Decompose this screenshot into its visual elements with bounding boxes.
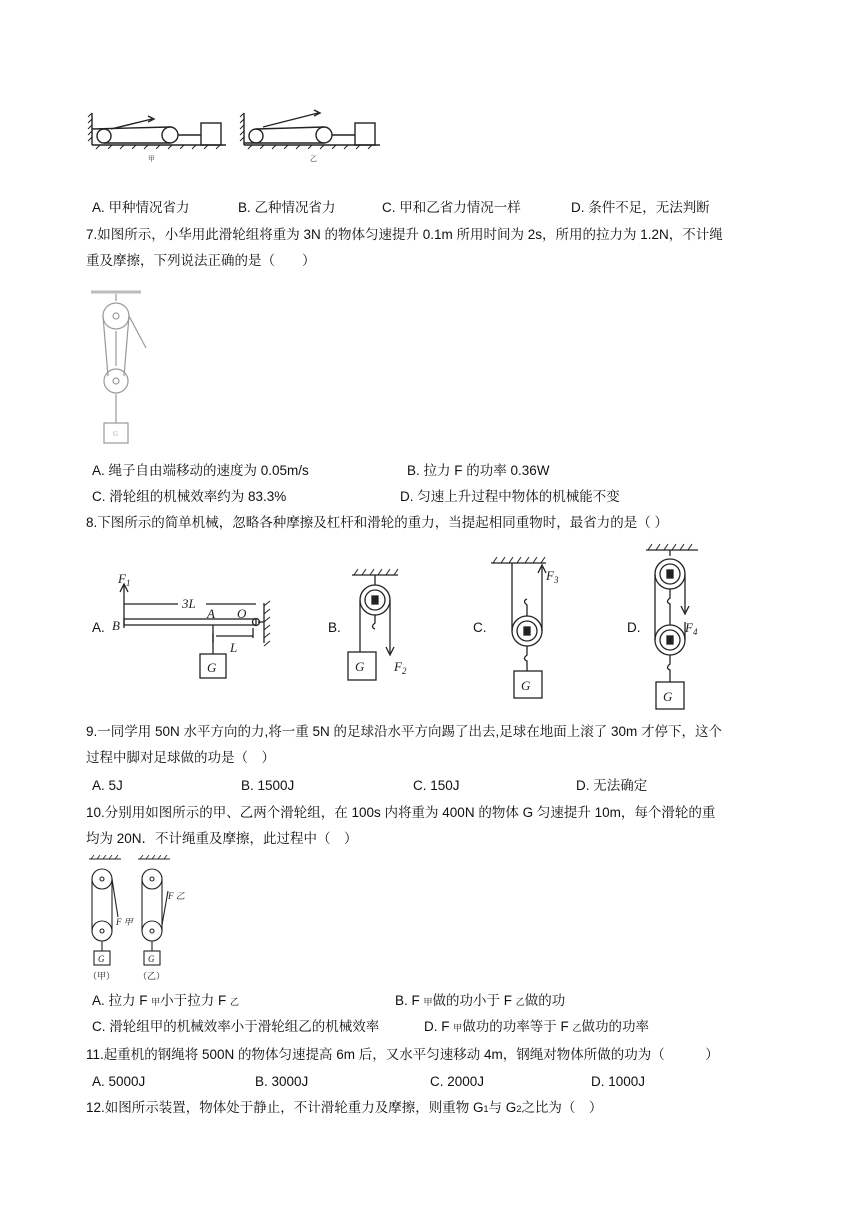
- q8-label-3l: 3L: [182, 596, 196, 611]
- q9-option-c[interactable]: C. 150J: [413, 778, 460, 793]
- q10-option-d[interactable]: [424, 1017, 649, 1038]
- q10-option-b-post: 做的功: [524, 993, 566, 1008]
- q8-figure-b-fixed-pulley: [340, 565, 420, 690]
- q10-option-b-sub2: 乙: [515, 997, 525, 1007]
- q10-option-d-sub2: 乙: [572, 1023, 582, 1033]
- q10-option-b-sub1: 甲: [423, 997, 433, 1007]
- q9-option-a[interactable]: A. 5J: [92, 778, 123, 793]
- q10-option-b-pre: B. F: [395, 993, 424, 1008]
- q10-option-c[interactable]: C. 滑轮组甲的机械效率小于滑轮组乙的机械效率: [92, 1019, 380, 1034]
- q11-option-a[interactable]: A. 5000J: [92, 1074, 146, 1089]
- q10-option-a-mid: 小于拉力 F: [160, 993, 231, 1008]
- q7-figure-g-label: G: [113, 430, 119, 438]
- q8-figure-d-pulley-block: [640, 540, 720, 712]
- q7-option-b[interactable]: B. 拉力 F 的功率 0.36W: [407, 463, 550, 478]
- q8-figure-c-movable-pulley: [486, 553, 576, 701]
- q8-label-f2: $F_2$: [394, 659, 407, 676]
- q7-stem-line2: 重及摩擦，下列说法正确的是（ ）: [86, 253, 316, 268]
- q8-label-o: O: [237, 606, 247, 621]
- q7-figure: [86, 286, 166, 446]
- q10-stem-line2: 均为 20N．不计绳重及摩擦，此过程中（ ）: [86, 831, 358, 846]
- q12-stem-sub2: 2: [516, 1104, 522, 1114]
- q6-option-b[interactable]: B. 乙种情况省力: [238, 200, 336, 215]
- q10-option-d-pre: D. F: [424, 1019, 454, 1034]
- q8-label-f4: $F_4$: [685, 620, 698, 637]
- q10-option-a[interactable]: [92, 991, 239, 1012]
- q9-option-d[interactable]: D. 无法确定: [576, 778, 648, 793]
- q10-option-b-mid: 做的功小于 F: [432, 993, 516, 1008]
- q10-option-a-sub2: 乙: [230, 997, 240, 1007]
- q12-stem-mid: 与 G: [488, 1100, 517, 1115]
- q10-option-a-pre: A. 拉力 F: [92, 993, 152, 1008]
- q8-label-a: A: [207, 606, 215, 621]
- q12-stem-sub1: 1: [483, 1104, 489, 1114]
- q9-stem-line2: 过程中脚对足球做的功是（ ）: [86, 750, 275, 765]
- q10-figure-label-jia: （甲）: [88, 971, 116, 981]
- q8-label-l: L: [230, 640, 238, 655]
- q8-option-a-letter[interactable]: A.: [92, 620, 105, 635]
- q7-option-c[interactable]: C. 滑轮组的机械效率约为 83.3%: [92, 489, 287, 504]
- q10-stem-line1: 10.分别用如图所示的甲、乙两个滑轮组，在 100s 内将重为 400N 的物体 G 匀速提升 10m，每个滑轮的重: [86, 805, 716, 820]
- q8-label-b: B: [112, 618, 120, 633]
- q10-figure-f-jia: F 甲: [116, 917, 133, 927]
- q8-option-c-letter[interactable]: C.: [473, 620, 487, 635]
- q10-figure-label-yi: （乙）: [138, 971, 166, 981]
- q10-option-d-sub1: 甲: [453, 1023, 463, 1033]
- q9-option-b[interactable]: B. 1500J: [241, 778, 295, 793]
- q8-stem: 8.下图所示的简单机械，忽略各种摩擦及杠杆和滑轮的重力，当提起相同重物时，最省力的是（ ）: [86, 515, 669, 530]
- q10-option-a-sub1: 甲: [151, 997, 161, 1007]
- q6-option-a[interactable]: A. 甲种情况省力: [92, 200, 190, 215]
- q6-figure-jia: [88, 113, 226, 149]
- q8-figure-a-lever: [108, 568, 278, 683]
- q7-stem-line1: 7.如图所示，小华用此滑轮组将重为 3N 的物体匀速提升 0.1m 所用时间为 2s，所用的拉力为 1.2N，不计绳: [86, 227, 723, 242]
- q10-figure-f-yi: F 乙: [168, 891, 185, 901]
- q8-label-f1: $F_1$: [118, 571, 131, 588]
- q6-figure: [86, 105, 386, 175]
- q11-option-b[interactable]: B. 3000J: [255, 1074, 309, 1089]
- q10-figure-g-jia: G: [98, 954, 105, 964]
- q7-option-d[interactable]: D. 匀速上升过程中物体的机械能不变: [400, 489, 620, 504]
- q8-label-f3: $F_3$: [546, 568, 559, 585]
- q11-option-c[interactable]: C. 2000J: [430, 1074, 485, 1089]
- q6-option-d[interactable]: D. 条件不足，无法判断: [571, 200, 710, 215]
- q6-figure-yi: [240, 110, 380, 149]
- q6-option-c[interactable]: C. 甲和乙省力情况一样: [382, 200, 521, 215]
- q10-option-d-post: 做功的功率: [581, 1019, 650, 1034]
- q8-label-g-a: G: [207, 660, 217, 675]
- q8-label-g-d: G: [663, 689, 673, 704]
- q12-stem-pre: 12.如图所示装置，物体处于静止，不计滑轮重力及摩擦，则重物 G: [86, 1100, 484, 1115]
- q9-stem-line1: 9.一同学用 50N 水平方向的力,将一重 5N 的足球沿水平方向踢了出去,足球在地面上滚了 30m 才停下，这个: [86, 724, 723, 739]
- q8-option-d-letter[interactable]: D.: [627, 620, 641, 635]
- q8-label-g-b: G: [355, 659, 365, 674]
- q10-figure: [86, 855, 196, 990]
- q11-option-d[interactable]: D. 1000J: [591, 1074, 646, 1089]
- q12-stem: [86, 1098, 602, 1119]
- q10-figure-g-yi: G: [148, 954, 155, 964]
- q12-stem-post: 之比为（ ）: [521, 1100, 603, 1115]
- q6-label-yi: 乙: [310, 155, 317, 163]
- q8-option-b-letter[interactable]: B.: [328, 620, 341, 635]
- q10-option-d-mid: 做功的功率等于 F: [462, 1019, 573, 1034]
- q7-option-a[interactable]: A. 绳子自由端移动的速度为 0.05m/s: [92, 463, 309, 478]
- q10-option-b[interactable]: [395, 991, 565, 1012]
- q6-label-jia: 甲: [148, 155, 155, 163]
- q11-stem: 11.起重机的钢绳将 500N 的物体匀速提高 6m 后，又水平匀速移动 4m，钢绳对物体所做的功为（ ）: [86, 1047, 719, 1062]
- q8-label-g-c: G: [521, 678, 531, 693]
